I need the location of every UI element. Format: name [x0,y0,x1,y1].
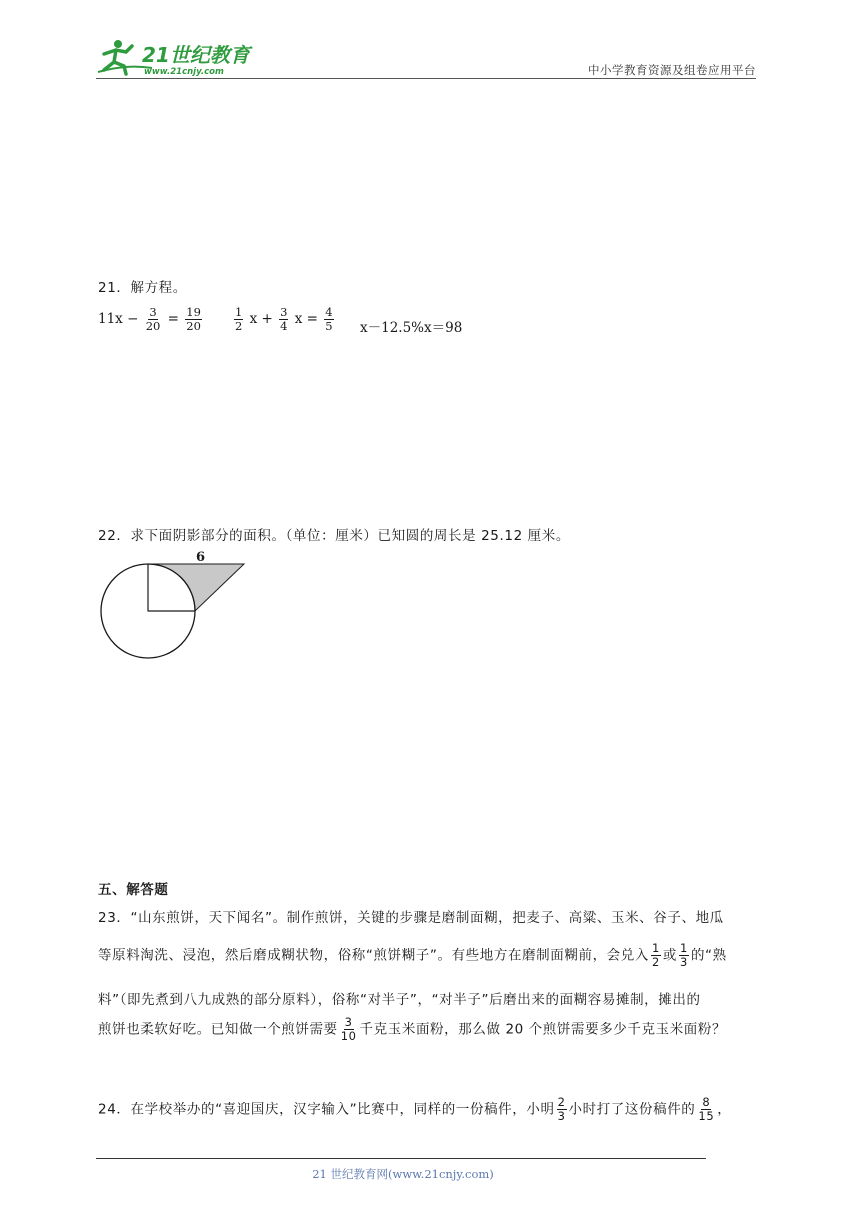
site-logo [96,36,266,80]
q21-equation-2 [232,306,336,333]
eq2-fraction-a: $\frac{1}{2}$ [235,305,243,334]
eq2-fraction-b: $\frac{3}{4}$ [280,305,288,334]
q23-line-4: 煎饼也柔软好吃。已知做一个煎饼需要 $\frac{3}{10}$ 千克玉米面粉，那么做 20 个煎饼需要多少千克玉米面粉？ [98,1015,727,1044]
header-platform-text: 中小学教育资源及组卷应用平台 [588,63,756,77]
q21-equation-1 [98,306,204,333]
eq1-fraction-b: $\frac{19}{20}$ [186,305,201,334]
section-heading: 五、解答题 [98,882,169,898]
q21-title: 21．解方程。 [98,280,187,296]
q21-equation-3: x－12.5%x＝98 [360,320,463,336]
q23-line-1: 23．“山东煎饼，天下闻名”。制作煎饼，关键的步骤是磨制面糊，把麦子、高粱、玉米、谷子、地瓜 [98,910,724,926]
q24-fraction-two-thirds: $\frac{2}{3}$ [557,1095,566,1124]
q23-fraction-half: $\frac{1}{2}$ [652,941,660,970]
q24-fraction-eight-fifteenths: $\frac{8}{15}$ [698,1095,715,1124]
eq2-mid-1: x + [249,311,273,328]
q23-fraction-three-tenths: $\frac{3}{10}$ [340,1015,357,1044]
footer-link[interactable]: 21 世纪教育网(www.21cnjy.com) [312,1167,494,1181]
logo-text: 21世纪教育 [142,43,250,67]
header-divider [96,78,756,79]
eq1-fraction-a: $\frac{3}{20}$ [145,305,161,334]
eq1-equals: = [167,311,179,328]
eq2-mid-2: x = [294,311,318,328]
logo-url: www.21cnjy.com [144,67,224,77]
eq2-fraction-c: $\frac{4}{5}$ [325,305,333,334]
q23-line-3: 料”（即先煮到八九成熟的部分原料），俗称“对半子”，“对半子”后磨出来的面糊容易摊制，摊出的 [98,992,701,1008]
q24-line-1: 24．在学校举办的“喜迎国庆，汉字输入”比赛中，同样的一份稿件，小明 $\frac{2}{3}$ 小时打了这份稿件的 $\frac{8}{15}$ ， [98,1095,732,1124]
figure-label-6: 6 [196,550,206,565]
eq1-prefix: 11x − [98,311,139,328]
q23-fraction-third: $\frac{1}{3}$ [680,941,688,970]
q22-title: 22．求下面阴影部分的面积。（单位：厘米）已知圆的周长是 25.12 厘米。 [98,528,570,544]
q22-figure [96,548,256,667]
q23-line-2: 等原料淘洗、浸泡，然后磨成糊状物，俗称“煎饼糊子”。有些地方在磨制面糊前，会兑入 $\frac{1}{2}$ 或 $\frac{1}{3}$ 的“熟 [98,941,727,970]
footer-divider [96,1158,706,1159]
